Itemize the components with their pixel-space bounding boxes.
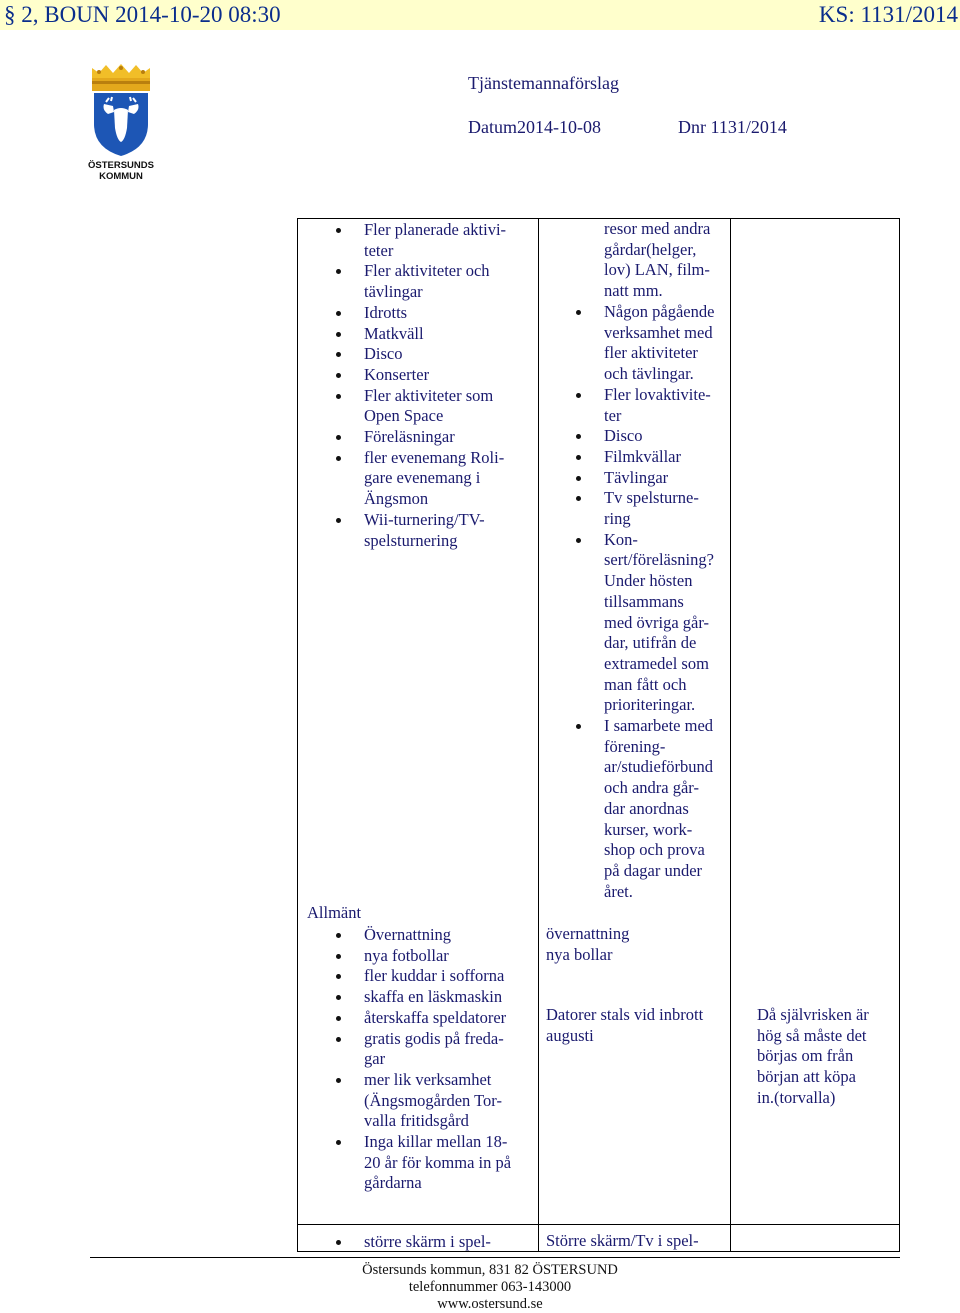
- list-item: Disco: [336, 344, 536, 365]
- col1-general-list: [336, 925, 536, 1194]
- col1-general-heading: Allmänt: [307, 903, 362, 922]
- table-left-border: [297, 218, 298, 1252]
- col2-continued-text: resor med andra gårdar(helger, lov) LAN, film- natt mm.: [604, 219, 711, 301]
- logo-line-2: KOMMUN: [99, 171, 143, 182]
- footer-line-2: telefonnummer 063-143000: [408, 1279, 572, 1295]
- list-item: gratis godis på freda- gar: [336, 1029, 536, 1070]
- col1-general-cell: [336, 925, 536, 1194]
- document-date: Datum2014-10-08: [468, 117, 601, 137]
- list-item: Fler lovaktivite- ter: [576, 385, 732, 426]
- list-item: Fler aktiviteter som Open Space: [336, 386, 536, 427]
- list-item: Föreläsningar: [336, 427, 536, 448]
- col1-wishes-cell: [336, 220, 536, 551]
- footer-line-3: www.ostersund.se: [437, 1296, 543, 1312]
- list-item: Kon- sert/föreläsning? Under hösten tillsammans med övriga går- dar, utifrån de extramedel som man fått och prioriteringar.: [576, 530, 732, 716]
- list-item: Övernattning: [336, 925, 536, 946]
- list-item: mer lik verksamhet (Ängsmogården Tor- valla fritidsgård: [336, 1070, 536, 1132]
- list-item: Matkväll: [336, 324, 536, 345]
- footer-divider: [90, 1257, 900, 1258]
- list-item: Konserter: [336, 365, 536, 386]
- table-top-border: [297, 218, 900, 219]
- col2-activities-cell: [576, 302, 732, 902]
- list-item: Inga killar mellan 18- 20 år för komma in på gårdarna: [336, 1132, 536, 1194]
- document-type: Tjänstemannaförslag: [468, 73, 619, 93]
- table-row-divider: [297, 1224, 900, 1225]
- footer-address: [0, 1262, 960, 1313]
- table-right-border: [899, 218, 900, 1252]
- list-item: större skärm i spel-: [336, 1232, 536, 1253]
- bottom-row-col2: Större skärm/Tv i spel-: [546, 1231, 699, 1250]
- list-item: Tv spelsturne- ring: [576, 488, 732, 529]
- logo-wordmark: [86, 160, 156, 182]
- list-item: fler kuddar i sofforna: [336, 966, 536, 987]
- list-item: I samarbete med förening- ar/studieförbund och andra går- dar anordnas kurser, work- shop och prova på dagar under året.: [576, 716, 732, 902]
- list-item: fler evenemang Roli- gare evenemang i Ängsmon: [336, 448, 536, 510]
- meeting-reference: § 2, BOUN 2014-10-20 08:30: [4, 2, 281, 27]
- list-item: återskaffa speldatorer: [336, 1008, 536, 1029]
- list-item: Fler planerade aktivi- teter: [336, 220, 536, 261]
- bottom-row-col1: [336, 1232, 536, 1253]
- list-item: Idrotts: [336, 303, 536, 324]
- list-item: Fler aktiviteter och tävlingar: [336, 261, 536, 302]
- list-item: Tävlingar: [576, 468, 732, 489]
- list-item: Wii-turnering/TV- spelsturnering: [336, 510, 536, 551]
- list-item: Disco: [576, 426, 732, 447]
- document-header-bar: [0, 0, 960, 30]
- col3-deductible-text: Då självrisken är hög så måste det börjas om från början att köpa in.(torvalla): [757, 1005, 869, 1107]
- col2-overnight-text: övernattning nya bollar: [546, 924, 630, 964]
- case-number: KS: 1131/2014: [818, 2, 958, 27]
- list-item: Filmkvällar: [576, 447, 732, 468]
- col2-theft-text: Datorer stals vid inbrott augusti: [546, 1005, 704, 1045]
- col1-wish-list: [336, 220, 536, 551]
- footer-line-1: Östersunds kommun, 831 82 ÖSTERSUND: [362, 1262, 618, 1278]
- col2-activity-list: [576, 302, 732, 902]
- table-col-divider-1: [538, 218, 539, 1252]
- logo-line-1: ÖSTERSUNDS: [88, 160, 154, 171]
- list-item: nya fotbollar: [336, 946, 536, 967]
- list-item: skaffa en läskmaskin: [336, 987, 536, 1008]
- list-item: Någon pågående verksamhet med fler aktiviteter och tävlingar.: [576, 302, 732, 385]
- document-dnr: Dnr 1131/2014: [678, 117, 787, 137]
